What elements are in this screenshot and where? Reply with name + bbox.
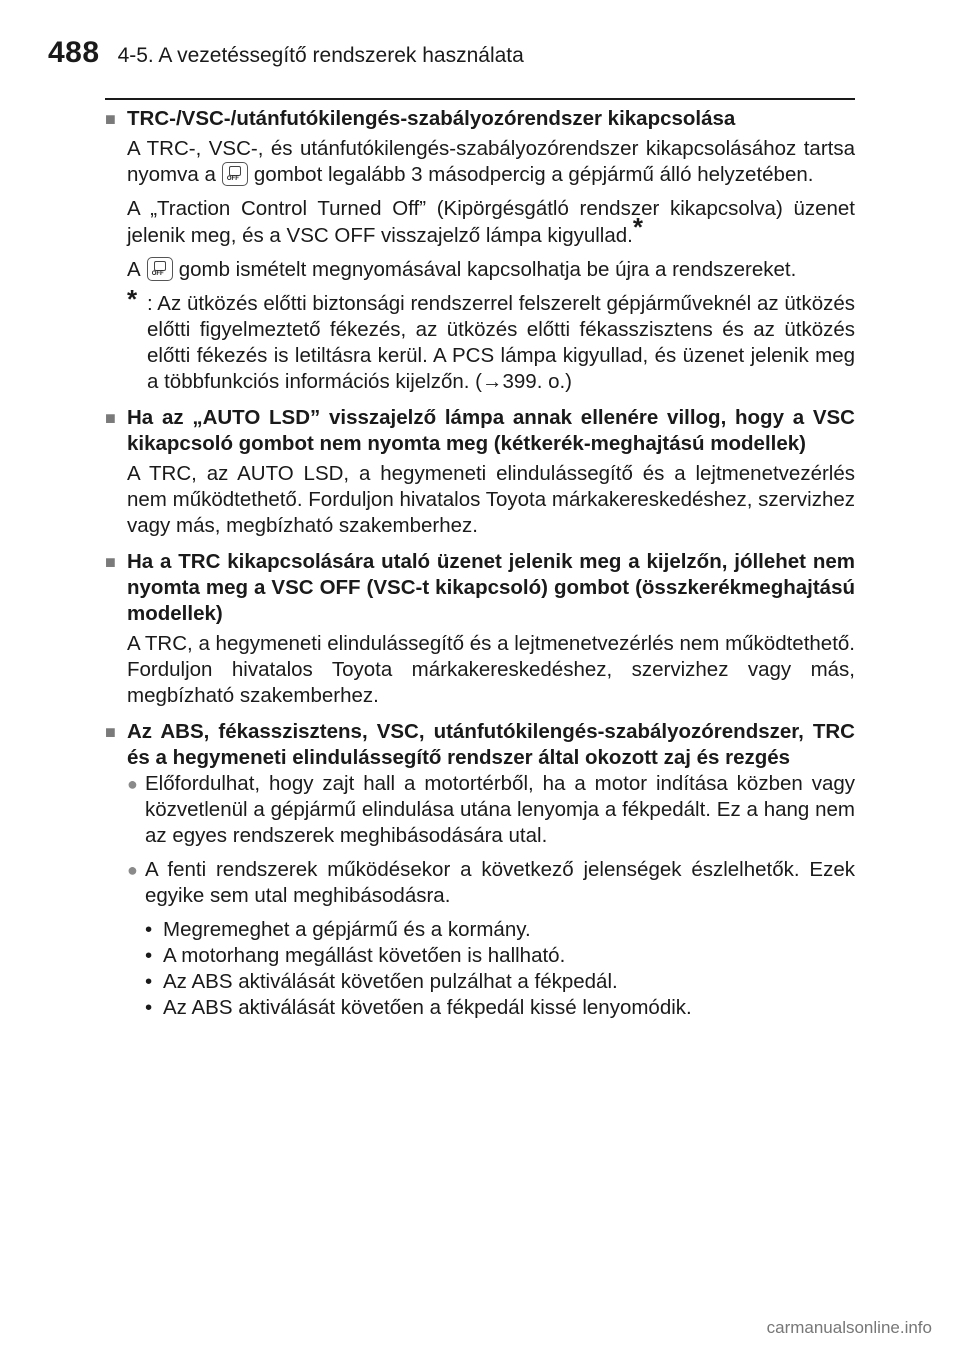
- paragraph-text: A: [127, 258, 141, 281]
- square-marker-icon: ■: [105, 408, 116, 428]
- off-label: OFF: [151, 271, 164, 277]
- bullet-item: [127, 771, 855, 849]
- footnote-star: *: [632, 212, 643, 242]
- chapter-title: 4-5. A vezetéssegítő rendszerek használata: [117, 44, 524, 67]
- sub-list-item: • Megremeghet a gépjármű és a kormány.: [145, 918, 531, 941]
- bullet-text: A fenti rendszerek működésekor a következő jelenségek észlelhetők. Ezek egyike sem utal meghibásodásra.: [145, 858, 855, 907]
- section-title: Ha a TRC kikapcsolására utaló üzenet jelenik meg a kijelzőn, jóllehet nem nyomta meg a VSC OFF (VSC-t kikapcsoló) gombot (összkerékmeghajtású modellek): [127, 550, 855, 625]
- watermark: carmanualsonline.info: [766, 1318, 932, 1337]
- page-number: 488: [48, 36, 100, 69]
- vsc-off-button-icon: [222, 162, 248, 186]
- footnote-text: : Az ütközés előtti biztonsági rendszerrel felszerelt gépjárműveknél az ütközés előtti figyelmeztető fékezés, az ütközés előtti fékasszisztens és az ütközés előtti fékezés is letiltásra kerül. A PCS lámpa kigyullad, és üzenet jelenik meg a többfunkciós információs kijelzőn. (→399. o.): [147, 292, 855, 393]
- sub-list-item: • Az ABS aktiválását követően pulzálhat a fékpedál.: [145, 970, 618, 993]
- paragraph-text: gombot legalább 3 másodpercig a gépjármű álló helyzetében.: [253, 163, 814, 186]
- page-content: [105, 106, 855, 1042]
- square-marker-icon: ■: [105, 109, 116, 129]
- footnote-mark: [127, 284, 147, 395]
- sub-list-text: Az ABS aktiválását követően pulzálhat a fékpedál.: [163, 970, 618, 993]
- section-title: Ha az „AUTO LSD” visszajelző lámpa annak ellenére villog, hogy a VSC kikapcsoló gombot nem nyomta meg (kétkerék-meghajtású modellek): [127, 406, 855, 455]
- sub-list-text: Megremeghet a gépjármű és a kormány.: [163, 918, 531, 941]
- section-heading: [105, 106, 855, 132]
- section-trc-message: [105, 549, 855, 709]
- car-skid-glyph-icon: [229, 166, 241, 176]
- sub-list-text: A motorhang megállást követően is hallható.: [163, 944, 566, 967]
- footnote: [127, 284, 855, 395]
- section-heading: [105, 549, 855, 627]
- section-heading: [105, 719, 855, 771]
- bullet-text: Előfordulhat, hogy zajt hall a motortérből, ha a motor indítása közben vagy közvetlenül a gépjármű elindulása utána lenyomja a fékpedált. Ez a hang nem az egyes rendszerek meghibásodására utal.: [145, 772, 855, 847]
- paragraph: [127, 257, 855, 283]
- bullet-dot-icon: ●: [127, 774, 138, 794]
- off-label: OFF: [226, 176, 239, 182]
- sub-list: [145, 917, 855, 1021]
- section-title: Az ABS, fékasszisztens, VSC, utánfutókilengés-szabályozórendszer, TRC és a hegymeneti elindulássegítő rendszer által okozott zaj és rezgés: [127, 720, 855, 769]
- section-heading: [105, 405, 855, 457]
- sub-list-text: Az ABS aktiválását követően a fékpedál kissé lenyomódik.: [163, 996, 692, 1019]
- section-title: TRC-/VSC-/utánfutókilengés-szabályozórendszer kikapcsolása: [127, 107, 736, 130]
- paragraph: [127, 196, 855, 249]
- section-trc-vsc-off: [105, 106, 855, 395]
- square-marker-icon: ■: [105, 722, 116, 742]
- section-noise-vibration: [105, 719, 855, 1021]
- sub-list-item: • A motorhang megállást követően is hallható.: [145, 944, 566, 967]
- paragraph-text: A TRC-, VSC-, és utánfutókilengés-szabályozórendszer kikapcsolásához tartsa nyomva a: [127, 137, 855, 186]
- paragraph-text: A „Traction Control Turned Off” (Kipörgésgátló rendszer kikapcsolva) üzenet jelenik meg, és a VSC OFF visszajelző lámpa kigyullad.: [127, 197, 855, 247]
- square-marker-icon: ■: [105, 552, 116, 572]
- section-auto-lsd: [105, 405, 855, 539]
- bullet-dot-icon: ●: [127, 860, 138, 880]
- paragraph: A TRC, a hegymeneti elindulássegítő és a lejtmenetvezérlés nem működtethető. Forduljon hivatalos Toyota márkakereskedéshez, szervizhez vagy más, megbízható szakemberhez.: [127, 632, 855, 707]
- bullet-item: [127, 857, 855, 909]
- page-header: [48, 36, 524, 76]
- vsc-off-button-icon: [147, 257, 173, 281]
- car-skid-glyph-icon: [154, 261, 166, 271]
- paragraph: [127, 136, 855, 188]
- footnote-star: *: [127, 284, 138, 314]
- header-rule: [105, 98, 855, 100]
- paragraph: A TRC, az AUTO LSD, a hegymeneti elindulássegítő és a lejtmenetvezérlés nem működtethető. Forduljon hivatalos Toyota márkakereskedéshez, szervizhez vagy más, megbízható szakemberhez.: [127, 462, 855, 537]
- sub-list-item: • Az ABS aktiválását követően a fékpedál kissé lenyomódik.: [145, 996, 692, 1019]
- paragraph-text: gomb ismételt megnyomásával kapcsolhatja be újra a rendszereket.: [178, 258, 797, 281]
